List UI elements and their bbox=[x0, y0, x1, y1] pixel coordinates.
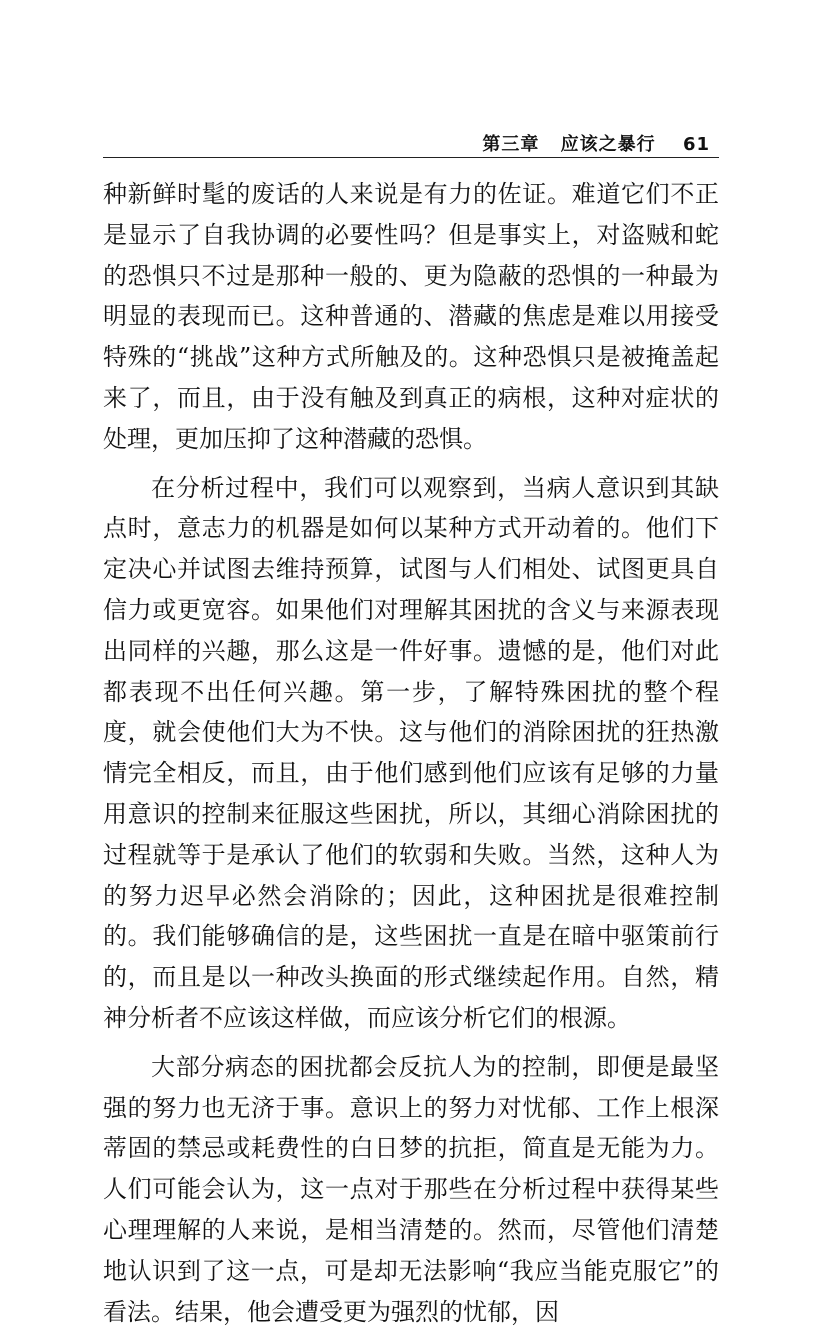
header-rule bbox=[103, 157, 719, 158]
paragraph-1: 种新鲜时髦的废话的人来说是有力的佐证。难道它们不正是显示了自我协调的必要性吗？但是事实上，对盗贼和蛇的恐惧只不过是那种一般的、更为隐蔽的恐惧的一种最为明显的表现而已。这种普通的、潜藏的焦虑是难以用接受特殊的“挑战”这种方式所触及的。这种恐惧只是被掩盖起来了，而且，由于没有触及到真正的病根，这种对症状的处理，更加压抑了这种潜藏的恐惧。 bbox=[103, 180, 719, 453]
running-header bbox=[482, 130, 710, 156]
chapter-label: 第三章 bbox=[482, 134, 540, 155]
page-number: 61 bbox=[682, 134, 710, 155]
paragraph-2: 在分析过程中，我们可以观察到，当病人意识到其缺点时，意志力的机器是如何以某种方式开动着的。他们下定决心并试图去维持预算，试图与人们相处、试图更具自信力或更宽容。如果他们对理解其困扰的含义与来源表现出同样的兴趣，那么这是一件好事。遗憾的是，他们对此都表现不出任何兴趣。第一步，了解特殊困扰的整个程度，就会使他们大为不快。这与他们的消除困扰的狂热激情完全相反，而且，由于他们感到他们应该有足够的力量用意识的控制来征服这些困扰，所以，其细心消除困扰的过程就等于是承认了他们的软弱和失败。当然，这种人为的努力迟早必然会消除的；因此，这种困扰是很难控制的。我们能够确信的是，这些困扰一直是在暗中驱策前行的，而且是以一种改头换面的形式继续起作用。自然，精神分析者不应该这样做，而应该分析它们的根源。 bbox=[103, 473, 719, 1032]
body-text bbox=[103, 174, 719, 1340]
paragraph-3: 大部分病态的困扰都会反抗人为的控制，即便是最坚强的努力也无济于事。意识上的努力对忧郁、工作上根深蒂固的禁忌或耗费性的白日梦的抗拒，简直是无能为力。人们可能会认为，这一点对于那些在分析过程中获得某些心理理解的人来说，是相当清楚的。然而，尽管他们清楚地认识到了这一点，可是却无法影响“我应当能克服它”的看法。结果，他会遭受更为强烈的忧郁，因 bbox=[103, 1052, 719, 1326]
chapter-title: 应该之暴行 bbox=[560, 134, 656, 155]
